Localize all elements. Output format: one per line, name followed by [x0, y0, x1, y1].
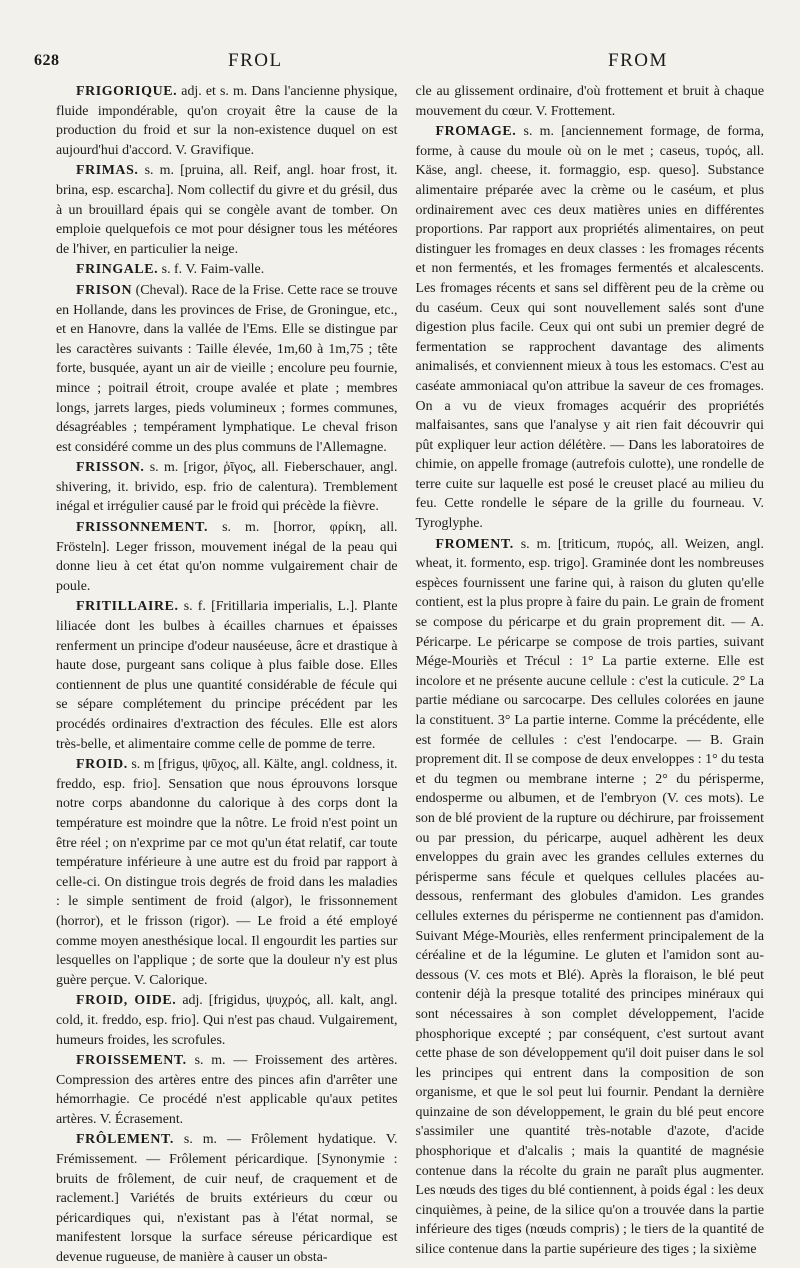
headword: FROID. [76, 757, 128, 773]
entry-frisson [56, 458, 398, 517]
entry-text: s. m. [rigor, ῥῖγος, all. Fieberschauer, angl. shivering, it. brivido, esp. frio de calentura). Tremblement inégal et irrégulier causé par le froid qui précède la fièvre. [56, 460, 398, 515]
entry-text: s. f. V. Faim-valle. [158, 262, 265, 278]
left-running-head: FROL [228, 50, 283, 71]
entry-text: s. m [frigus, ψῦχος, all. Kälte, angl. coldness, it. freddo, esp. frio]. Sensation que nous éprouvons lorsque notre corps abandonne du calorique à des corps dont la température est moindre que la nôtre. Le froid n'est point un être réel ; on n'exprime par ce mot qu'un état relatif, car toute température inférieure à une autre est du froid par rapport à celle-ci. On distingue trois degrés de froid dans les maladies : le simple sentiment de froid (algor), le frissonnement (horror), et le frisson (rigor). — Le froid a été employé comme moyen anesthésique local. Il engourdit les parties sur lesquelles on l'applique ; de sorte que la douleur n'y est plus guère perçue. V. Calorique. [56, 757, 398, 988]
headword: FRIMAS. [76, 163, 139, 179]
headword: FRITILLAIRE. [76, 599, 179, 615]
left-column [56, 82, 398, 1266]
right-running-head: FROM [608, 50, 668, 71]
page-number: 628 [34, 52, 60, 69]
entry-text: (Cheval). Race de la Frise. Cette race se trouve en Hollande, dans les provinces de Frise, de Groningue, etc., et en Hanovre, dans la vallée de l'Ems. Elle se distingue par les caractères suivants : Taille élevée, 1m,60 à 1m,75 ; tête forte, busquée, ayant un air de vieille ; encolure peu fournie, mince ; poitrail étroit, croupe avalée et plate ; membres longs, jarrets larges, pieds volumineux ; formes communes, désagréables ; tempérament lymphatique. Le cheval frison est considéré comme un des plus communs de l'Allemagne. [56, 282, 398, 455]
headword: FRINGALE. [76, 262, 159, 278]
headword: FRÔLEMENT. [76, 1132, 174, 1148]
headword: FROMENT. [435, 536, 514, 552]
entry-text: s. m. [pruina, all. Reif, angl. hoar frost, it. brina, esp. escarcha]. Nom collectif du givre et du grésil, dus à un brouillard épais qui se congèle avant de tomber. On emploie quelquefois ce mot pour désigner tous les météores de l'hiver, en particulier la neige. [56, 163, 398, 257]
entry-fritillaire [56, 597, 398, 754]
entry-frimas [56, 161, 398, 259]
entry-froid [56, 755, 398, 990]
entry-text: adj. [frigidus, ψυχρός, all. kalt, angl. cold, it. freddo, esp. frio]. Qui n'est pas chaud. Vulgairement, humeurs froides, les scrofules. [56, 993, 398, 1048]
entry-frolement-continued [416, 82, 764, 121]
headword: FRISON [76, 282, 133, 298]
page-header [34, 50, 774, 76]
entry-text: s. m. [anciennement formage, de forma, forme, à cause du moule où on le met ; caseus, τυρός, all. Käse, angl. cheese, it. formaggio, esp. queso]. Substance alimentaire préparée avec la crème ou le caséum, et plus ordinairement avec ces deux matières unies en différentes proportions. Par rapport aux propriétés alimentaires, on peut distinguer les fromages en deux classes : les fromages récents et non fermentés, et les fromages fermentés et alcalescents. Les fromages récents et sans sel diffèrent peu de la crème ou du caséum. Ceux qui sont nouvellement salés sont d'une digestion plus facile. Ceux qui ont subi un premier degré de fermentation se rapprochent davantage des aliments animalisés, et conviennent mieux à tous les estomacs. C'est au caséate ammoniacal qu'on attribue la saveur de ces fromages. On a vu de vieux fromages acquérir des propriétés malfaisantes, sans que l'analyse y ait rien fait découvrir qui pût expliquer leur action délétère. — Dans les laboratoires de chimie, on appelle fromage (autrefois culotte), une rondelle de terre cuite sur laquelle est posé le creuset placé au milieu du feu. Cette rondelle le sépare de la grille du fourneau. V. Tyroglyphe. [415, 124, 764, 532]
headword: FROMAGE. [435, 124, 517, 140]
entry-froment [416, 535, 764, 1260]
entry-fromage [416, 122, 764, 533]
entry-text: s. m. [triticum, πυρός, all. Weizen, angl. wheat, it. formento, esp. trigo]. Graminée dont les nombreuses espèces fournissent une farine qui, à raison du gluten qu'elle contient, est la plus propre à faire du pain. Le grain de froment se compose du péricarpe et du grain proprement dit. — A. Péricarpe. Le péricarpe se compose de trois parties, suivant Mége-Mouriès et Trécul : 1° La partie externe. Elle est incolore et ne présente aucune cellule : c'est la cuticule. 2° La partie médiane ou sarcocarpe. Des cellules colorées en jaune la constituent. 3° La partie interne. Comme la précédente, elle est formée de cellules : c'est l'endocarpe. — B. Grain proprement dit. Il se compose de deux enveloppes : 1° du testa et du tegmen ou membrane interne ; 2° du périsperme, endosperme ou albumen, et de l'embryon (V. ces mots). Le son de blé provient de la rupture ou déchirure, par froissement ou par pression, du péricarpe, auquel adhèrent les deux enveloppes du grain avec les grandes cellules externes du périsperme sans fécule et quelques cellules placées au-dessous, renfermant des globules d'amidon. Les grandes cellules externes du périsperme ne contiennent pas d'amidon. Suivant Mége-Mouriès, elles renferment principalement de la céréaline et de la légumine. Le gluten et l'amidon sont au-dessous (V. ces mots et Blé). Après la floraison, le blé peut contenir déjà la presque totalité des principes minéraux qui sont nécessaires à son complet développement, l'acide phosphorique excepté ; par conséquent, c'est surtout avant cette phase de son développement qu'il doit puiser dans le sol les principes qui entrent dans la composition de son organisme, et que le sol peut lui fournir. Pendant la dernière quinzaine de son développement, le grain du blé peut encore s'assimiler une quantité très-notable d'azote, d'acide phosphorique et d'alcalis ; mais la quantité de magnésie contenue dans la récolte du grain ne paraît plus augmenter. Les nœuds des tiges du blé contiennent, à poids égal : les deux cinquièmes, à peine, de la silice qu'on a trouvée dans la partie inférieure des tiges (nœuds compris) ; le tiers de la quantité de silice contenue dans la partie supérieure des tiges ; la sixième [415, 536, 764, 1258]
entry-fringale [56, 260, 398, 280]
entry-text: s. m. [horror, φρίκη, all. Frösteln]. Leger frisson, mouvement inégal de la peau qui donne lieu à cet état qu'on nomme vulgairement chair de poule. [56, 520, 398, 594]
entry-text: s. m. — Froissement des artères. Compression des artères entre des pinces afin d'arrêter une hémorrhagie. Ce procédé n'est applicable qu'aux petites artères. V. Écrasement. [56, 1053, 398, 1127]
headword: FROID, OIDE. [76, 993, 177, 1009]
right-column [415, 82, 764, 1258]
entry-text: s. f. [Fritillaria imperialis, L.]. Plante liliacée dont les bulbes à écailles charnues et épaisses renferment un principe d'odeur nauséeuse, âcre et drastique à haute dose, purgeant sans colique à plus faible dose. Elles contiennent de plus une quantité considérable de fécule qui se sépare complétement du principe précédent par les procédés ordinaires d'extraction des fécules. Elle est alors très-belle, et alimentaire comme celle de pomme de terre. [56, 599, 398, 752]
entry-frison [56, 281, 398, 457]
entry-frissonnement [56, 518, 398, 596]
entry-froid-oide [56, 991, 398, 1050]
entry-text: s. m. — Frôlement hydatique. V. Frémissement. — Frôlement péricardique. [Synonymie : bruits de frôlement, de cuir neuf, de craquement et de raclement.] Variétés de bruits extérieurs du cœur ou péricardiques qui, n'existant pas à l'état normal, se manifestent lorsque la surface séreuse péricardique est devenue rugueuse, de manière à causer un obsta- [56, 1132, 398, 1266]
entry-frigorique [56, 82, 398, 160]
headword: FRISSONNEMENT. [76, 520, 209, 536]
headword: FRIGORIQUE. [76, 84, 178, 99]
headword: FROISSEMENT. [76, 1053, 187, 1069]
entry-text: adj. et s. m. Dans l'ancienne physique, fluide impondérable, qu'on croyait être la cause de la production du froid et sur la non-existence duquel on est aujourd'hui d'accord. V. Gravifique. [56, 84, 398, 158]
entry-text: cle au glissement ordinaire, d'où frottement et bruit à chaque mouvement du cœur. V. Frottement. [415, 84, 764, 119]
entry-frolement [56, 1130, 398, 1267]
entry-froissement [56, 1051, 398, 1129]
headword: FRISSON. [76, 460, 145, 476]
text-columns [34, 82, 764, 1266]
